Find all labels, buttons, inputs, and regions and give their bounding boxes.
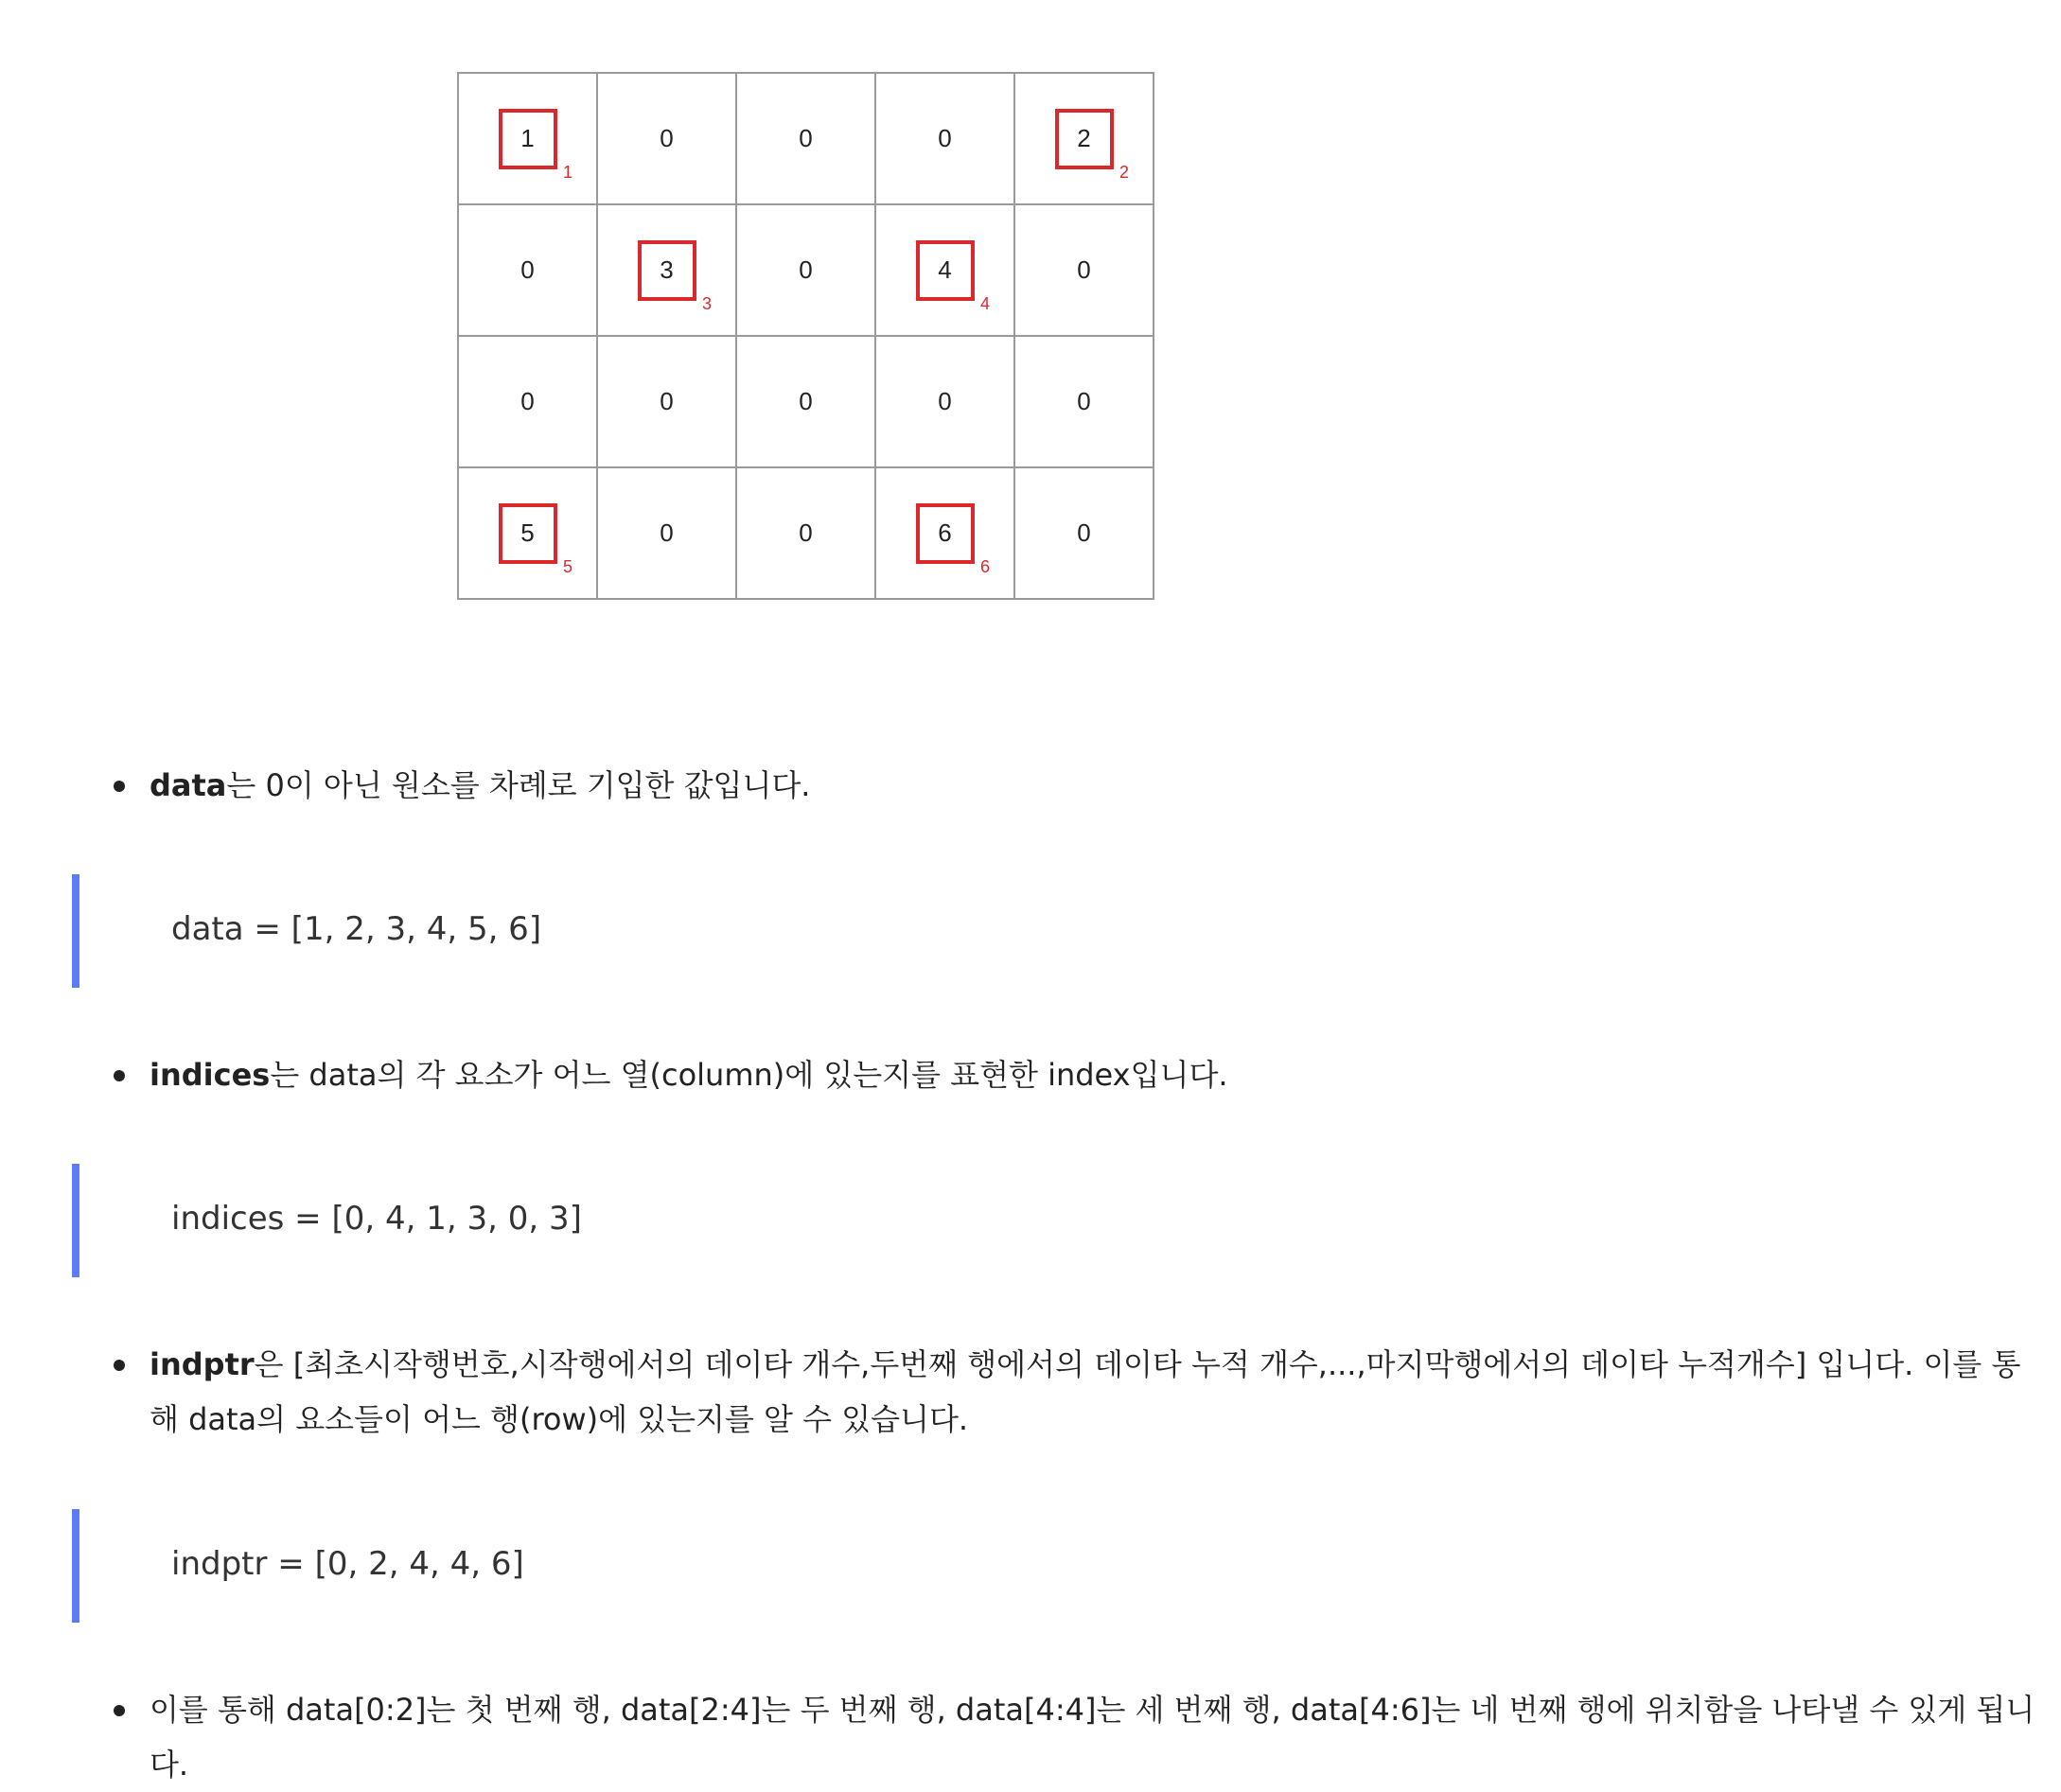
matrix-cell (736, 336, 875, 467)
matrix-cell (1014, 467, 1154, 599)
list-item-text (150, 1337, 2044, 1447)
matrix-value: 0 (1077, 518, 1091, 547)
blockquote-text: indices = [0, 4, 1, 3, 0, 3] (171, 1200, 582, 1238)
list-item-description: 는 data의 각 요소가 어느 열(column)에 있는지를 표현한 index입니다. (270, 1057, 1228, 1093)
term-data: data (150, 767, 227, 803)
nonzero-highlight-box: 5 (499, 503, 557, 564)
matrix-value: 0 (799, 387, 813, 415)
matrix-cell (1014, 336, 1154, 467)
matrix-cell (875, 73, 1014, 204)
blockquote-text: indptr = [0, 2, 4, 4, 6] (171, 1545, 524, 1583)
list-item-indptr (114, 1337, 2044, 1447)
matrix-cell (736, 73, 875, 204)
list-item-data (114, 758, 2044, 813)
list-item-text (150, 758, 2044, 813)
matrix-value: 0 (660, 518, 674, 547)
sparse-matrix-figure (457, 72, 1147, 594)
blockquote-data (72, 874, 1215, 988)
matrix-value: 0 (938, 387, 952, 415)
matrix-cell (875, 204, 1014, 336)
matrix-value: 0 (1077, 255, 1091, 284)
nonzero-highlight-box: 4 (916, 240, 975, 301)
matrix-cell (597, 336, 736, 467)
list-item-text (150, 1047, 2044, 1102)
matrix-cell (458, 204, 597, 336)
term-indices: indices (150, 1057, 271, 1093)
matrix-value: 0 (660, 387, 674, 415)
nonzero-order-label: 5 (563, 557, 573, 576)
nonzero-order-label: 3 (702, 294, 713, 313)
bullet-dot (114, 1705, 125, 1716)
matrix-value: 0 (799, 518, 813, 547)
matrix-row (458, 204, 1154, 336)
matrix-cell (597, 204, 736, 336)
matrix-cell (597, 467, 736, 599)
matrix-cell (458, 336, 597, 467)
blockquote-text: data = [1, 2, 3, 4, 5, 6] (171, 910, 542, 948)
matrix-body (458, 73, 1154, 599)
nonzero-highlight-box: 2 (1055, 109, 1114, 169)
list-item-description: 은 [최초시작행번호,시작행에서의 데이타 개수,두번째 행에서의 데이타 누적 개수,...,마지막행에서의 데이타 누적개수] 입니다. 이를 통해 data의 요소들이 어느 행(row)에 있는지를 알 수 있습니다. (150, 1346, 2021, 1437)
matrix-cell (736, 467, 875, 599)
bullet-dot (114, 1360, 125, 1371)
matrix-value: 0 (938, 124, 952, 152)
matrix-cell (597, 73, 736, 204)
list-item-description: 는 0이 아닌 원소를 차례로 기입한 값입니다. (226, 767, 811, 803)
matrix-cell (458, 73, 597, 204)
matrix-cell (1014, 73, 1154, 204)
matrix-value: 0 (1077, 387, 1091, 415)
nonzero-order-label: 1 (563, 163, 573, 182)
nonzero-highlight-box: 6 (916, 503, 975, 564)
nonzero-order-label: 4 (980, 294, 991, 313)
list-item-indices (114, 1047, 2044, 1102)
matrix-value: 0 (799, 255, 813, 284)
blockquote-indices (72, 1164, 1215, 1277)
list-item-text: 이를 통해 data[0:2]는 첫 번째 행, data[2:4]는 두 번째 행, data[4:4]는 세 번째 행, data[4:6]는 네 번째 행에 위치함을 나타낼 수 있게 됩니다. (150, 1692, 2035, 1783)
matrix-value: 0 (799, 124, 813, 152)
list-item-summary (114, 1682, 2044, 1792)
matrix-cell (1014, 204, 1154, 336)
term-indptr: indptr (150, 1346, 255, 1382)
matrix-cell (458, 467, 597, 599)
bullet-dot (114, 781, 125, 792)
nonzero-highlight-box: 3 (638, 240, 696, 301)
matrix-row (458, 467, 1154, 599)
nonzero-highlight-box: 1 (499, 109, 557, 169)
matrix-cell (736, 204, 875, 336)
sparse-matrix-table (457, 72, 1154, 600)
matrix-row (458, 73, 1154, 204)
matrix-value: 0 (520, 387, 535, 415)
nonzero-order-label: 2 (1119, 163, 1130, 182)
nonzero-order-label: 6 (980, 557, 991, 576)
blockquote-indptr (72, 1509, 1215, 1623)
matrix-value: 0 (520, 255, 535, 284)
matrix-cell (875, 336, 1014, 467)
matrix-row (458, 336, 1154, 467)
bullet-dot (114, 1070, 125, 1081)
matrix-cell (875, 467, 1014, 599)
matrix-value: 0 (660, 124, 674, 152)
